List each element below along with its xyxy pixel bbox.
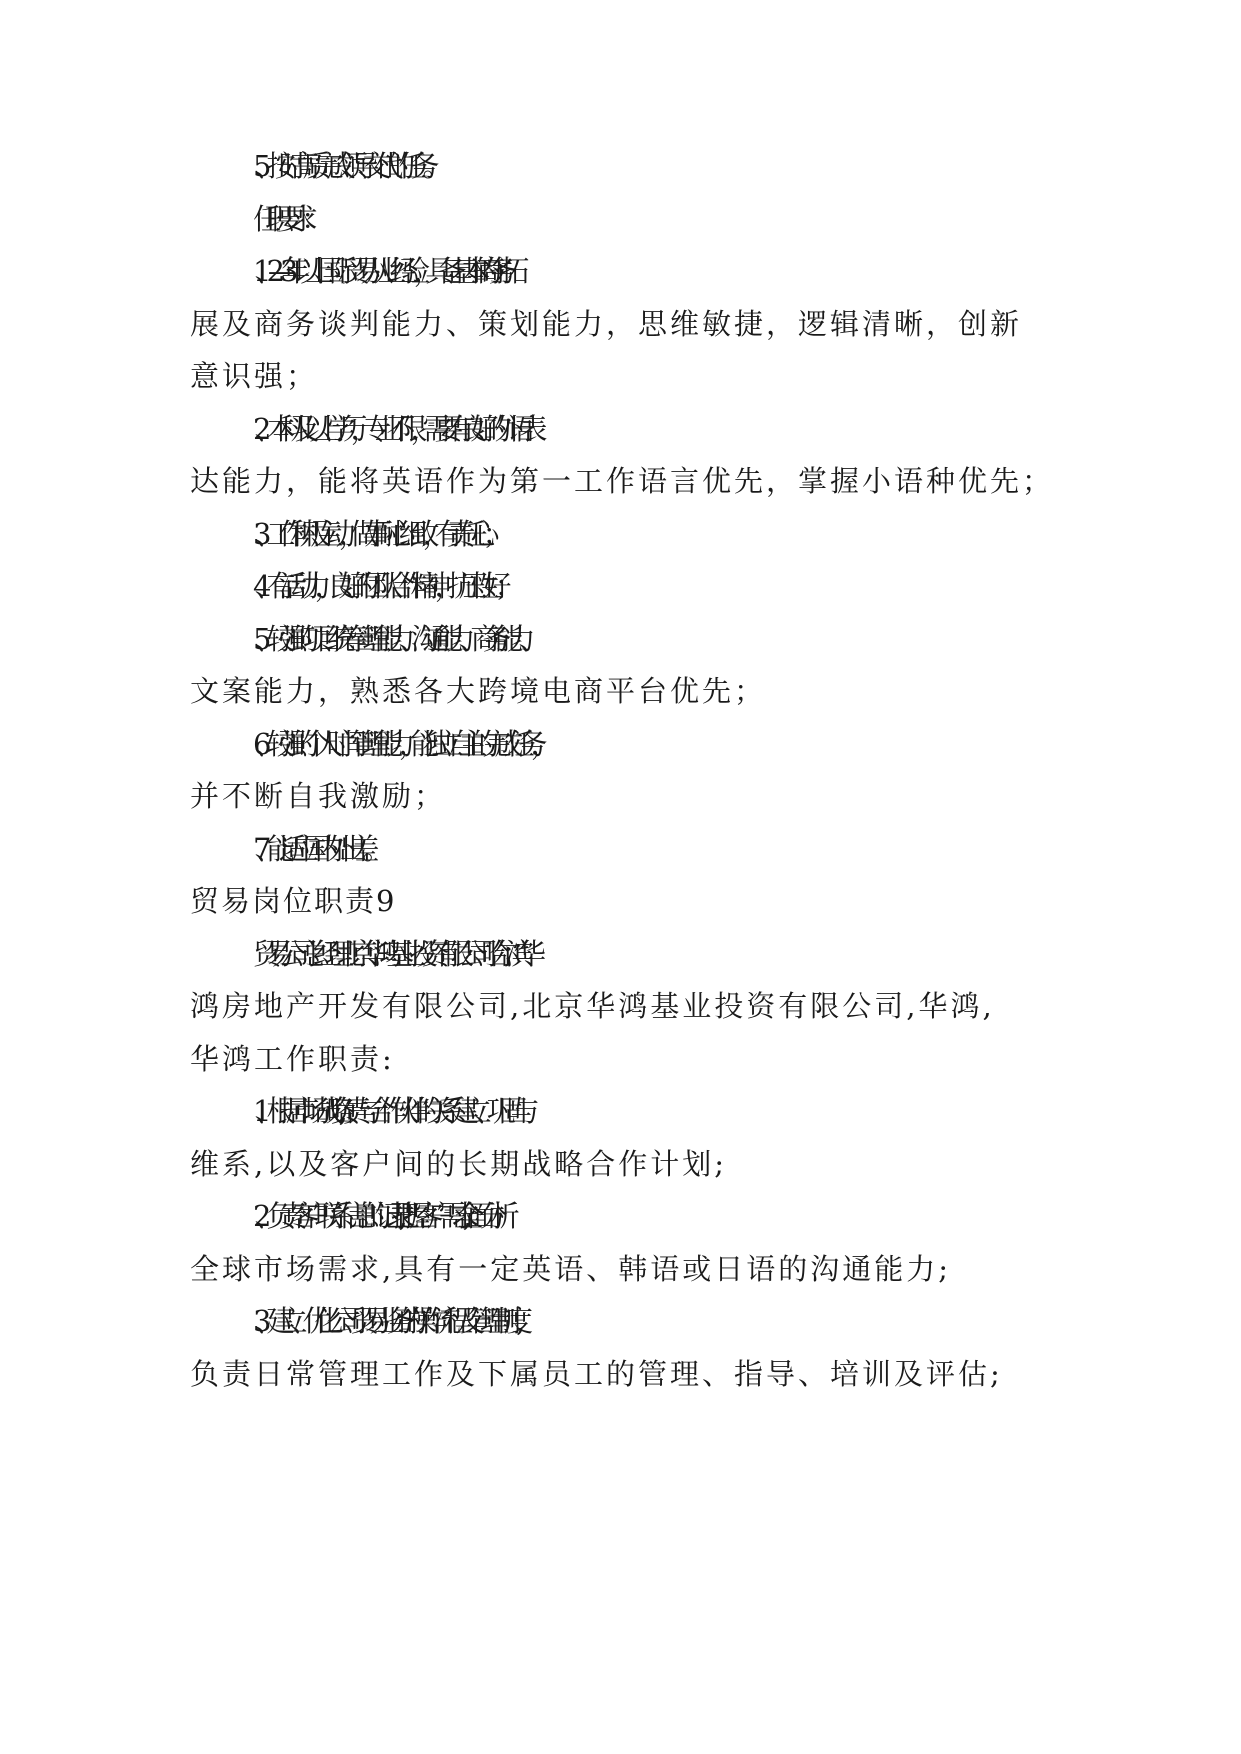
paragraph-line: 5、较强的项目统筹管理能力、沟通能力、商务能力、 <box>253 622 531 656</box>
section-label: 任职要求： <box>253 202 314 236</box>
paragraph-line: 1、2—3年以上国际贸易从业经验，具备基本的'商务拓 <box>253 254 513 288</box>
paragraph-line: 华鸿工作职责: <box>190 1042 395 1076</box>
paragraph-line: 4、有活动力，良好的团队合作精神，抗压性好； <box>253 569 507 603</box>
paragraph-line: 意识强； <box>190 359 319 393</box>
paragraph-line: 贸易公司总经理北京华鸿基业投资有限公司哈尔滨华 <box>253 937 530 971</box>
paragraph-line: 1、根据市场战略,负责与合作伙伴的关系建立、巩固与 <box>253 1094 523 1128</box>
paragraph-line: 2、负责客户联系信息的记录,把握客户需求,全面分析 <box>253 1199 503 1233</box>
paragraph-line: 3、建立、优化公司贸易业务的`操作流程及管理制度, <box>253 1304 509 1338</box>
paragraph-line: 全球市场需求,具有一定英语、韩语或日语的沟通能力; <box>190 1252 951 1286</box>
paragraph-line: 并不断自我激励； <box>190 779 447 813</box>
paragraph-line: 5、按时高质完成领导交代的任务。 <box>253 149 435 183</box>
paragraph-line: 鸿房地产开发有限公司,北京华鸿基业投资有限公司,华鸿, <box>190 989 995 1023</box>
paragraph-line: 2、本科及以上学历，专业不限，需要有良好的外语表 <box>253 412 531 446</box>
paragraph-line: 文案能力，熟悉各大跨境电商平台优先； <box>190 674 767 708</box>
paragraph-line: 维系,以及客户间的长期战略合作计划; <box>190 1147 727 1181</box>
section-heading: 贸易岗位职责9 <box>190 884 397 918</box>
paragraph-line: 负责日常管理工作及下属员工的管理、指导、培训及评估; <box>190 1357 1003 1391</box>
paragraph-line: 展及商务谈判能力、策划能力，思维敏捷，逻辑清晰，创新 <box>190 307 1023 341</box>
paragraph-line: 6、较强的个人时间管理能力，能独立自主的完成任务， <box>253 727 543 761</box>
paragraph-line: 7、能适应国内外出差。 <box>253 832 375 866</box>
paragraph-line: 3、工作积极主动，做事耐心细致，有责任心； <box>253 517 495 551</box>
paragraph-line: 达能力，能将英语作为第一工作语言优先，掌握小语种优先； <box>190 464 1055 498</box>
